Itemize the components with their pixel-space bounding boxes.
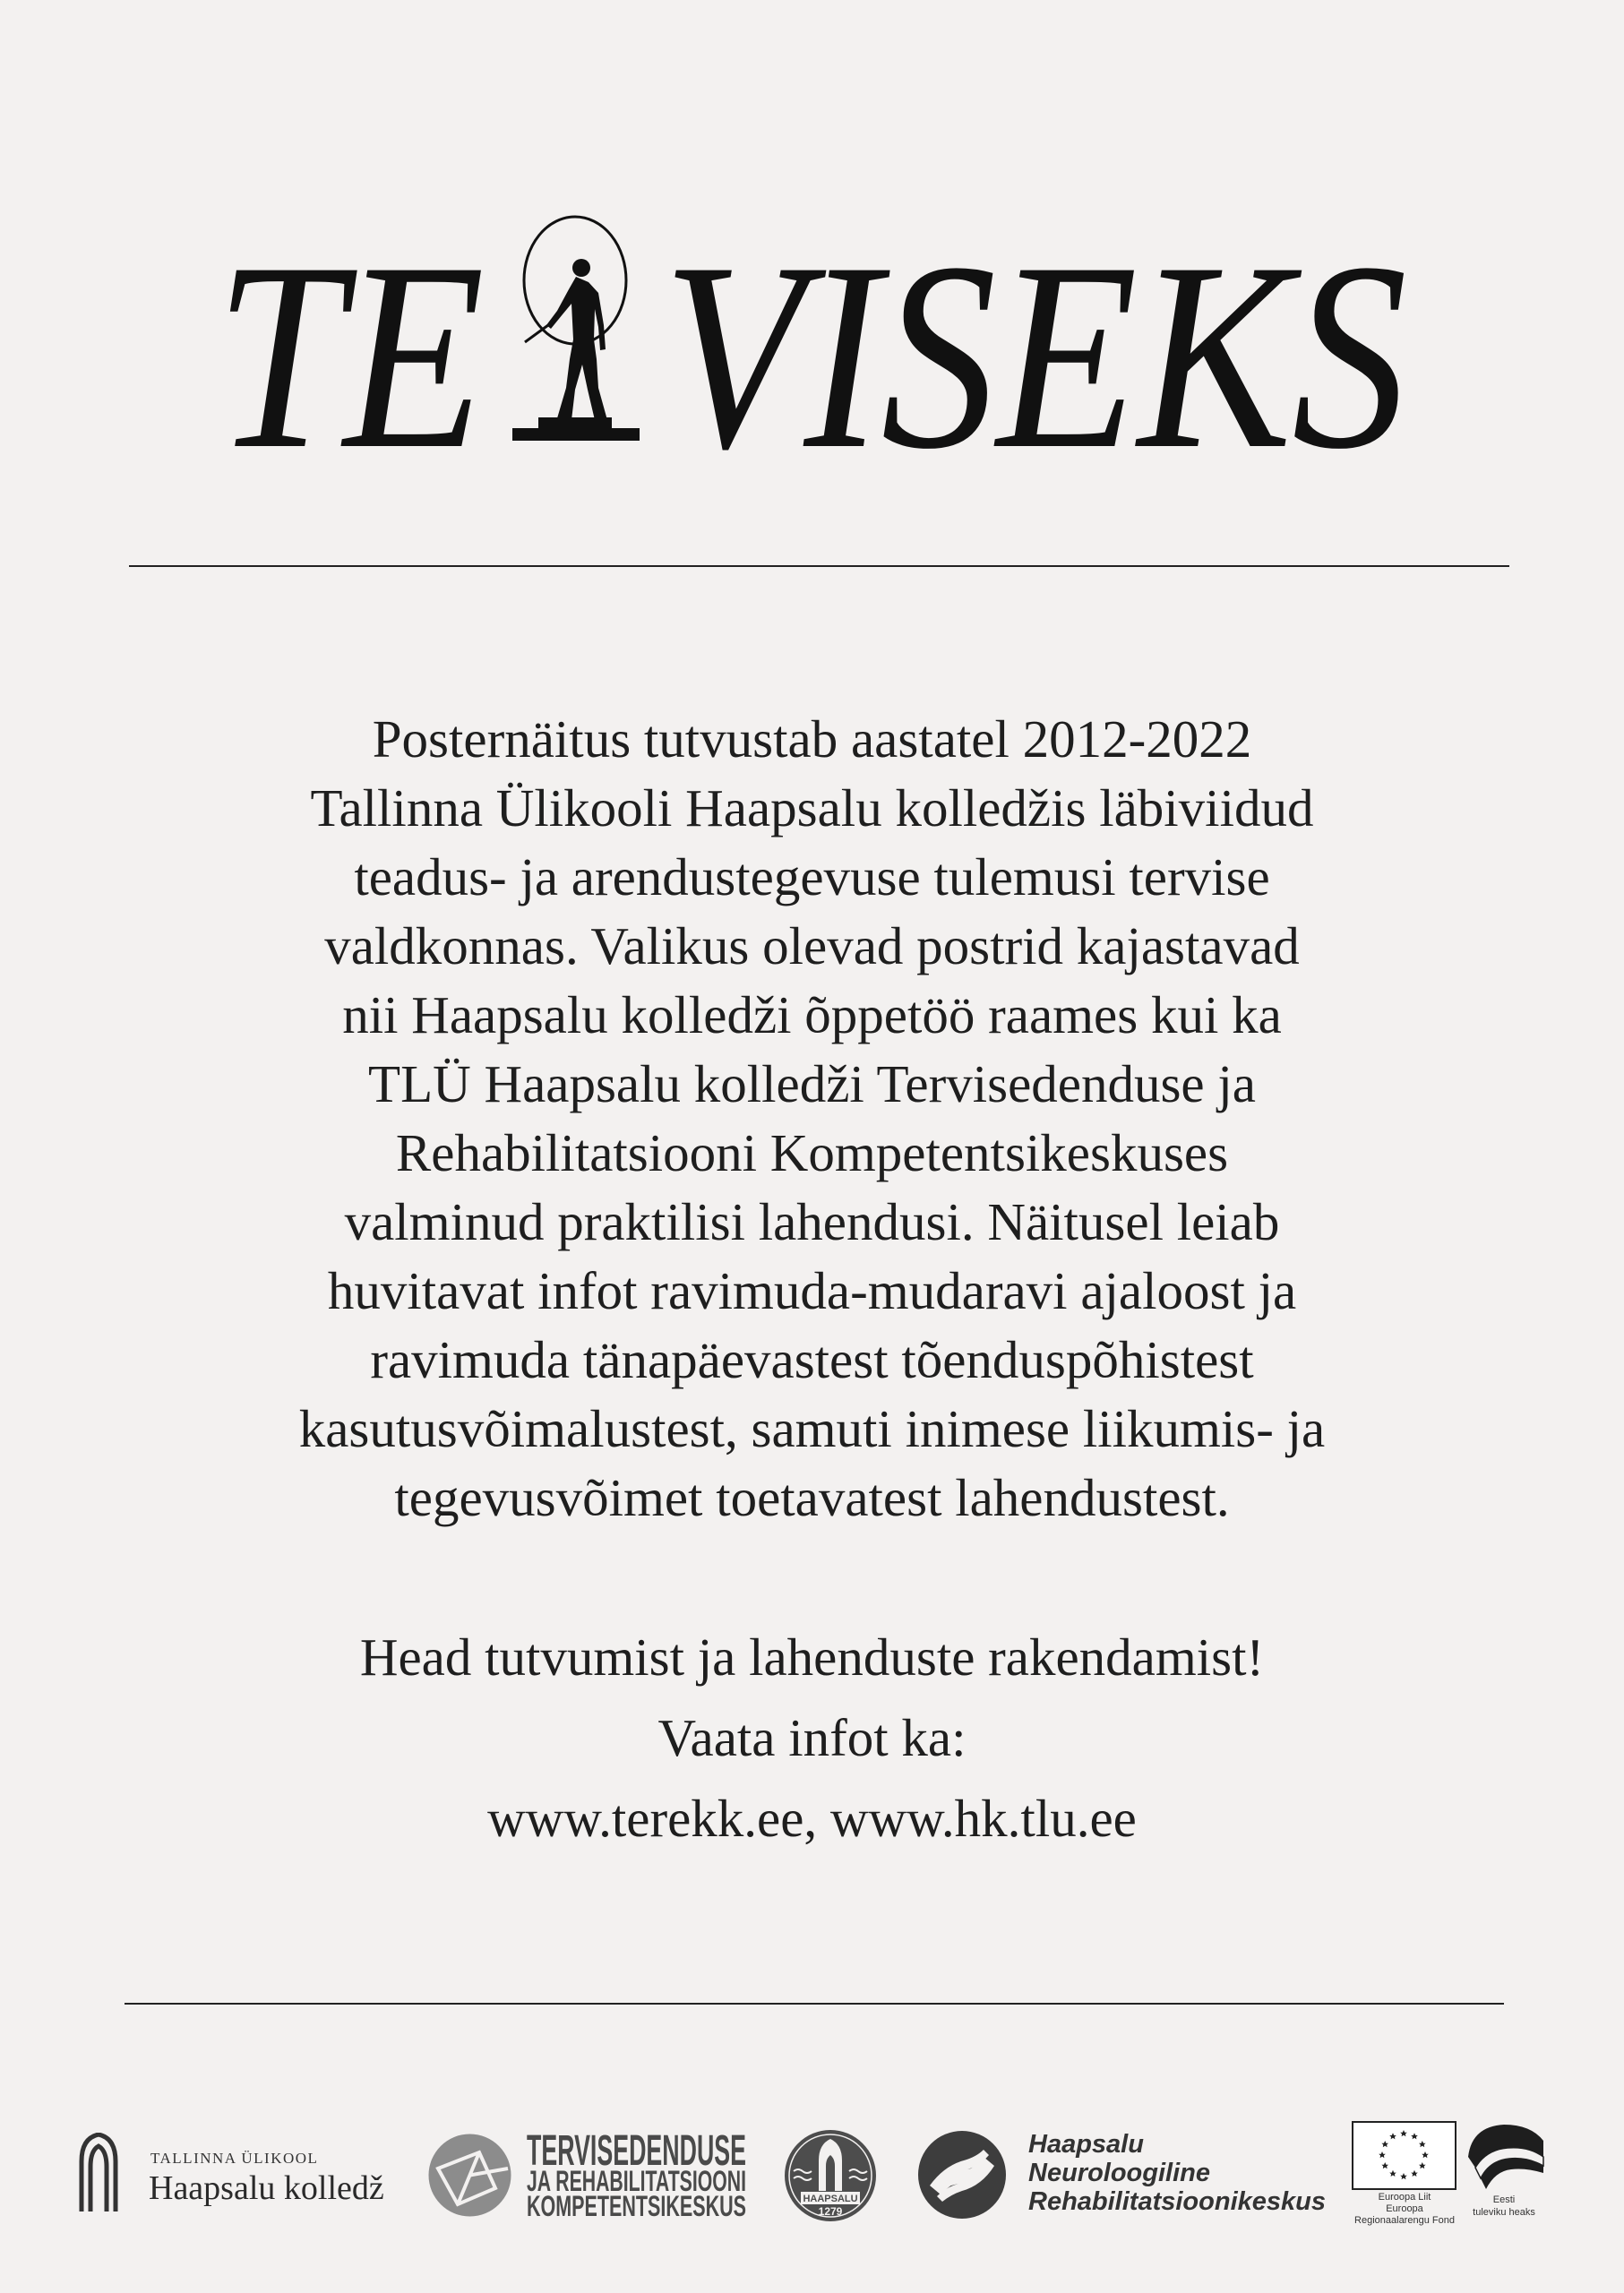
hnrk-wordmark xyxy=(1028,2130,1326,2216)
closing-message xyxy=(0,1617,1624,1859)
eu-caption-line-3: Regionaalarengu Fond xyxy=(1354,2215,1455,2226)
body-text-line: ravimuda tänapäevastest tõenduspõhistest xyxy=(370,1330,1254,1389)
seal-year-text: 1279 xyxy=(818,2205,843,2218)
hnrk-line-3: Rehabilitatsioonikeskus xyxy=(1028,2187,1326,2216)
bottom-divider xyxy=(125,2003,1504,2005)
terekk-line-3: KOMPETENTSIKESKUS xyxy=(527,2190,746,2220)
closing-websites: www.terekk.ee, www.hk.tlu.ee xyxy=(487,1789,1137,1848)
terekk-line-1: TERVISEDENDUSE xyxy=(527,2131,746,2175)
eu-caption-line-2: Euroopa xyxy=(1386,2203,1423,2214)
statue-with-hoop-icon xyxy=(502,210,658,448)
terekk-line-2: JA REHABILITATSIOONI xyxy=(527,2165,746,2197)
hnrk-line-1: Haapsalu xyxy=(1028,2130,1144,2159)
eesti-flag-icon xyxy=(1463,2121,1546,2194)
body-text-line: nii Haapsalu kolledži õppetöö raames kui ka xyxy=(342,985,1282,1044)
eesti-caption-line-2: tuleviku heaks xyxy=(1473,2207,1535,2218)
body-text-line: huvitavat infot ravimuda-mudaravi ajaloost ja xyxy=(327,1261,1297,1320)
eesti-caption xyxy=(1450,2194,1558,2219)
seal-name-text: HAAPSALU xyxy=(803,2194,858,2204)
title-wordmark-start: TE xyxy=(215,207,485,504)
tlu-college-label: Haapsalu kolledž xyxy=(149,2169,384,2207)
body-text-line: valminud praktilisi lahendusi. Näitusel leiab xyxy=(344,1192,1280,1251)
body-text-line: TLÜ Haapsalu kolledži Tervisedenduse ja xyxy=(368,1054,1256,1113)
hnrk-line-2: Neuroloogiline xyxy=(1028,2159,1210,2187)
eesti-caption-line-1: Eesti xyxy=(1492,2194,1516,2205)
tlu-university-label: TALLINNA ÜLIKOOL xyxy=(150,2150,319,2167)
terekk-wordmark xyxy=(527,2131,751,2220)
hands-circle-icon xyxy=(917,2130,1007,2220)
body-text-line: tegevusvõimet toetavatest lahendustest. xyxy=(394,1468,1230,1527)
haapsalu-seal-icon xyxy=(783,2128,878,2223)
body-text-line: Tallinna Ülikooli Haapsalu kolledžis läbiviidud xyxy=(310,778,1314,837)
closing-greeting: Head tutvumist ja lahenduste rakendamist! xyxy=(359,1627,1265,1687)
body-text-line: valdkonnas. Valikus olevad postrid kajastavad xyxy=(324,916,1300,975)
body-text-line: teadus- ja arendustegevuse tulemusi tervise xyxy=(354,847,1270,906)
arch-icon xyxy=(78,2133,119,2211)
eu-caption-line-1: Euroopa Liit xyxy=(1378,2192,1431,2203)
body-text-line: kasutusvõimalustest, samuti inimese liikumis- ja xyxy=(298,1399,1326,1458)
body-text-line: Posternäitus tutvustab aastatel 2012-2022 xyxy=(372,709,1252,769)
body-text-line: Rehabilitatsiooni Kompetentsikeskuses xyxy=(395,1123,1229,1182)
title-wordmark-end: VISEKS xyxy=(663,207,1408,504)
top-divider xyxy=(129,565,1509,567)
description-paragraph xyxy=(0,705,1624,1533)
eu-flag-icon xyxy=(1352,2121,1456,2190)
closing-info-label: Vaata infot ka: xyxy=(657,1708,967,1767)
terekk-circle-icon xyxy=(427,2133,512,2218)
